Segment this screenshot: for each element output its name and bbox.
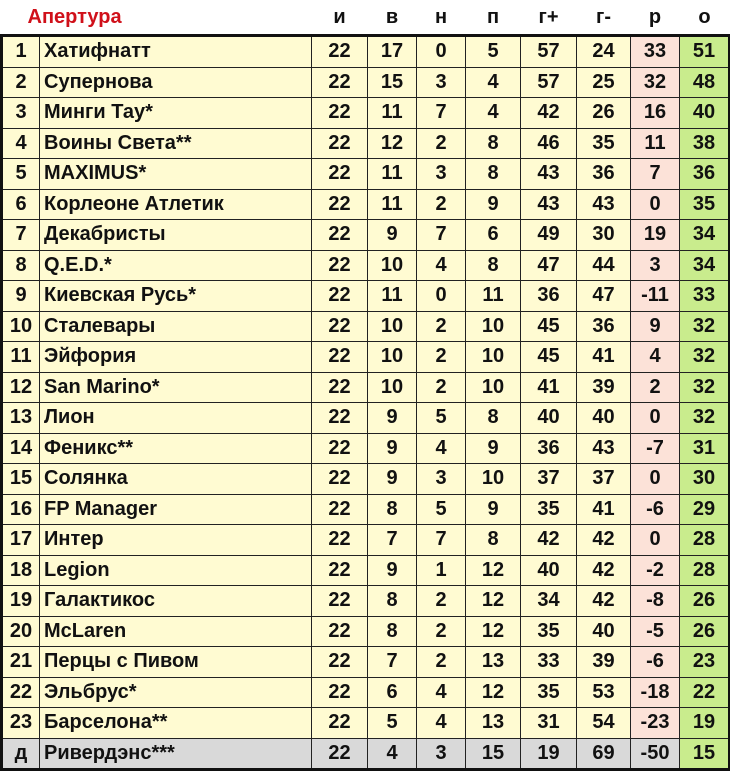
points-cell: 19 [680,708,730,739]
goals-for-cell: 43 [521,189,577,220]
goal-diff-cell: 3 [631,250,680,281]
goal-diff-cell: -6 [631,494,680,525]
lost-cell: 4 [466,67,521,98]
points-cell: 30 [680,464,730,495]
table-row [2,403,730,434]
goals-against-cell: 54 [577,708,631,739]
won-cell: 5 [368,708,417,739]
points-cell: 28 [680,525,730,556]
table-row [2,525,730,556]
lost-cell: 9 [466,189,521,220]
team-name-cell: Феникс** [40,433,312,464]
team-name-cell: Сталевары [40,311,312,342]
played-cell: 22 [312,525,368,556]
drawn-cell: 2 [417,647,466,678]
goals-for-cell: 33 [521,647,577,678]
goals-against-cell: 39 [577,647,631,678]
goals-for-cell: 34 [521,586,577,617]
lost-cell: 12 [466,586,521,617]
goal-diff-cell: -23 [631,708,680,739]
table-row [2,738,730,770]
won-cell: 9 [368,464,417,495]
goal-diff-cell: 0 [631,403,680,434]
goals-for-cell: 45 [521,311,577,342]
col-header-points: о [698,5,711,28]
goal-diff-cell: 11 [631,128,680,159]
goals-for-cell: 43 [521,159,577,190]
lost-cell: 9 [466,433,521,464]
drawn-cell: 2 [417,311,466,342]
goals-against-cell: 41 [577,494,631,525]
goals-for-cell: 36 [521,281,577,312]
drawn-cell: 7 [417,525,466,556]
team-name-cell: Барселона** [40,708,312,739]
goal-diff-cell: 19 [631,220,680,251]
won-cell: 11 [368,98,417,129]
played-cell: 22 [312,494,368,525]
drawn-cell: 2 [417,342,466,373]
won-cell: 11 [368,189,417,220]
played-cell: 22 [312,738,368,770]
drawn-cell: 2 [417,372,466,403]
table-row [2,311,730,342]
drawn-cell: 2 [417,128,466,159]
drawn-cell: 2 [417,189,466,220]
table-row [2,372,730,403]
played-cell: 22 [312,433,368,464]
position-cell: 3 [2,98,40,129]
played-cell: 22 [312,159,368,190]
drawn-cell: 4 [417,677,466,708]
table-row [2,250,730,281]
table-row [2,677,730,708]
drawn-cell: 3 [417,464,466,495]
table-row [2,647,730,678]
position-cell: 18 [2,555,40,586]
played-cell: 22 [312,647,368,678]
drawn-cell: 7 [417,98,466,129]
drawn-cell: 5 [417,494,466,525]
table-row [2,159,730,190]
team-name-cell: Солянка [40,464,312,495]
points-cell: 51 [680,36,730,68]
won-cell: 9 [368,220,417,251]
col-header-played: и [333,5,346,28]
points-cell: 26 [680,586,730,617]
played-cell: 22 [312,220,368,251]
table-row [2,128,730,159]
position-cell: 2 [2,67,40,98]
goals-for-cell: 35 [521,494,577,525]
lost-cell: 12 [466,677,521,708]
goals-against-cell: 40 [577,403,631,434]
team-name-cell: Q.E.D.* [40,250,312,281]
goals-against-cell: 30 [577,220,631,251]
won-cell: 10 [368,311,417,342]
goal-diff-cell: -2 [631,555,680,586]
won-cell: 7 [368,525,417,556]
points-cell: 32 [680,311,730,342]
col-header-goals-against: г- [596,5,611,28]
position-cell: 1 [2,36,40,68]
position-cell: 15 [2,464,40,495]
drawn-cell: 3 [417,67,466,98]
won-cell: 6 [368,677,417,708]
team-name-cell: Декабристы [40,220,312,251]
goals-for-cell: 42 [521,98,577,129]
played-cell: 22 [312,281,368,312]
goals-against-cell: 43 [577,189,631,220]
goals-against-cell: 42 [577,555,631,586]
table-row [2,342,730,373]
goal-diff-cell: -18 [631,677,680,708]
lost-cell: 4 [466,98,521,129]
team-name-cell: Перцы с Пивом [40,647,312,678]
position-cell: 10 [2,311,40,342]
lost-cell: 8 [466,403,521,434]
goal-diff-cell: 0 [631,464,680,495]
goal-diff-cell: 7 [631,159,680,190]
goals-for-cell: 36 [521,433,577,464]
played-cell: 22 [312,250,368,281]
position-cell: 7 [2,220,40,251]
goal-diff-cell: -11 [631,281,680,312]
played-cell: 22 [312,372,368,403]
goal-diff-cell: 2 [631,372,680,403]
goal-diff-cell: -8 [631,586,680,617]
lost-cell: 8 [466,159,521,190]
won-cell: 7 [368,647,417,678]
won-cell: 9 [368,555,417,586]
position-cell: 11 [2,342,40,373]
table-row [2,189,730,220]
position-cell: 5 [2,159,40,190]
points-cell: 34 [680,250,730,281]
goal-diff-cell: 0 [631,525,680,556]
points-cell: 28 [680,555,730,586]
goals-for-cell: 35 [521,677,577,708]
position-cell: 6 [2,189,40,220]
lost-cell: 12 [466,616,521,647]
goal-diff-cell: -6 [631,647,680,678]
won-cell: 9 [368,433,417,464]
col-header-drawn: н [434,5,448,28]
goals-for-cell: 57 [521,36,577,68]
drawn-cell: 3 [417,159,466,190]
drawn-cell: 5 [417,403,466,434]
goal-diff-cell: 16 [631,98,680,129]
played-cell: 22 [312,98,368,129]
goals-against-cell: 25 [577,67,631,98]
table-row [2,555,730,586]
team-name-cell: Минги Тау* [40,98,312,129]
goal-diff-cell: -5 [631,616,680,647]
table-row [2,281,730,312]
drawn-cell: 2 [417,586,466,617]
won-cell: 10 [368,250,417,281]
table-row [2,494,730,525]
drawn-cell: 0 [417,281,466,312]
goals-for-cell: 19 [521,738,577,770]
played-cell: 22 [312,67,368,98]
goals-against-cell: 26 [577,98,631,129]
goals-for-cell: 45 [521,342,577,373]
won-cell: 11 [368,159,417,190]
lost-cell: 13 [466,647,521,678]
points-cell: 34 [680,220,730,251]
points-cell: 32 [680,342,730,373]
col-header-lost: п [486,5,500,28]
goals-for-cell: 31 [521,708,577,739]
lost-cell: 13 [466,708,521,739]
goals-against-cell: 40 [577,616,631,647]
goals-against-cell: 42 [577,525,631,556]
drawn-cell: 2 [417,616,466,647]
team-name-cell: Галактикос [40,586,312,617]
points-cell: 40 [680,98,730,129]
table-row [2,464,730,495]
lost-cell: 10 [466,464,521,495]
table-title: Апертура [27,5,122,28]
table-row [2,586,730,617]
lost-cell: 12 [466,555,521,586]
goal-diff-cell: 0 [631,189,680,220]
goals-against-cell: 41 [577,342,631,373]
won-cell: 11 [368,281,417,312]
points-cell: 35 [680,189,730,220]
lost-cell: 10 [466,311,521,342]
col-header-goals-for: г+ [538,5,559,28]
lost-cell: 8 [466,250,521,281]
team-name-cell: Воины Света** [40,128,312,159]
team-name-cell: Супернова [40,67,312,98]
lost-cell: 11 [466,281,521,312]
goal-diff-cell: 9 [631,311,680,342]
points-cell: 36 [680,159,730,190]
goals-for-cell: 57 [521,67,577,98]
position-cell: 9 [2,281,40,312]
goal-diff-cell: 4 [631,342,680,373]
team-name-cell: Киевская Русь* [40,281,312,312]
goals-for-cell: 46 [521,128,577,159]
table-row [2,708,730,739]
drawn-cell: 4 [417,250,466,281]
drawn-cell: 3 [417,738,466,770]
played-cell: 22 [312,36,368,68]
table-row [2,220,730,251]
drawn-cell: 7 [417,220,466,251]
drawn-cell: 0 [417,36,466,68]
lost-cell: 9 [466,494,521,525]
position-cell: 22 [2,677,40,708]
won-cell: 12 [368,128,417,159]
lost-cell: 8 [466,128,521,159]
table-row [2,98,730,129]
drawn-cell: 4 [417,433,466,464]
won-cell: 17 [368,36,417,68]
won-cell: 15 [368,67,417,98]
played-cell: 22 [312,189,368,220]
position-cell: 16 [2,494,40,525]
played-cell: 22 [312,616,368,647]
points-cell: 48 [680,67,730,98]
goals-for-cell: 37 [521,464,577,495]
played-cell: 22 [312,586,368,617]
lost-cell: 5 [466,36,521,68]
team-name-cell: Эльбрус* [40,677,312,708]
col-header-goal-diff: р [648,5,662,28]
position-cell: 4 [2,128,40,159]
goals-against-cell: 35 [577,128,631,159]
team-name-cell: MAXIMUS* [40,159,312,190]
played-cell: 22 [312,708,368,739]
points-cell: 33 [680,281,730,312]
won-cell: 8 [368,616,417,647]
goals-for-cell: 40 [521,403,577,434]
points-cell: 15 [680,738,730,770]
points-cell: 32 [680,403,730,434]
goal-diff-cell: -50 [631,738,680,770]
goals-against-cell: 24 [577,36,631,68]
position-cell: д [2,738,40,770]
goal-diff-cell: 32 [631,67,680,98]
team-name-cell: Интер [40,525,312,556]
team-name-cell: Эйфория [40,342,312,373]
goals-against-cell: 37 [577,464,631,495]
points-cell: 22 [680,677,730,708]
position-cell: 8 [2,250,40,281]
goals-for-cell: 40 [521,555,577,586]
goal-diff-cell: -7 [631,433,680,464]
goals-against-cell: 39 [577,372,631,403]
played-cell: 22 [312,311,368,342]
table-row [2,433,730,464]
goals-for-cell: 49 [521,220,577,251]
table-row [2,616,730,647]
won-cell: 8 [368,586,417,617]
won-cell: 8 [368,494,417,525]
played-cell: 22 [312,555,368,586]
header-row [2,0,730,36]
standings-body [2,36,730,770]
points-cell: 38 [680,128,730,159]
position-cell: 20 [2,616,40,647]
won-cell: 4 [368,738,417,770]
col-header-won: в [385,5,399,28]
goals-against-cell: 69 [577,738,631,770]
team-name-cell: Корлеоне Атлетик [40,189,312,220]
goals-against-cell: 43 [577,433,631,464]
goals-for-cell: 35 [521,616,577,647]
goals-for-cell: 47 [521,250,577,281]
position-cell: 19 [2,586,40,617]
goals-against-cell: 36 [577,159,631,190]
team-name-cell: Ривердэнс*** [40,738,312,770]
drawn-cell: 4 [417,708,466,739]
points-cell: 29 [680,494,730,525]
team-name-cell: FP Manager [40,494,312,525]
goals-against-cell: 36 [577,311,631,342]
position-cell: 21 [2,647,40,678]
goals-against-cell: 53 [577,677,631,708]
played-cell: 22 [312,342,368,373]
goal-diff-cell: 33 [631,36,680,68]
won-cell: 10 [368,372,417,403]
team-name-cell: Legion [40,555,312,586]
played-cell: 22 [312,677,368,708]
goals-against-cell: 47 [577,281,631,312]
drawn-cell: 1 [417,555,466,586]
team-name-cell: McLaren [40,616,312,647]
position-cell: 12 [2,372,40,403]
lost-cell: 10 [466,372,521,403]
table-row [2,67,730,98]
points-cell: 32 [680,372,730,403]
played-cell: 22 [312,128,368,159]
points-cell: 31 [680,433,730,464]
goals-for-cell: 41 [521,372,577,403]
won-cell: 10 [368,342,417,373]
goals-against-cell: 42 [577,586,631,617]
team-name-cell: Лион [40,403,312,434]
lost-cell: 15 [466,738,521,770]
played-cell: 22 [312,403,368,434]
position-cell: 14 [2,433,40,464]
team-name-cell: San Marino* [40,372,312,403]
lost-cell: 8 [466,525,521,556]
position-cell: 23 [2,708,40,739]
won-cell: 9 [368,403,417,434]
points-cell: 26 [680,616,730,647]
team-name-cell: Хатифнатт [40,36,312,68]
played-cell: 22 [312,464,368,495]
lost-cell: 10 [466,342,521,373]
table-row [2,36,730,68]
position-cell: 13 [2,403,40,434]
goals-for-cell: 42 [521,525,577,556]
position-cell: 17 [2,525,40,556]
goals-against-cell: 44 [577,250,631,281]
points-cell: 23 [680,647,730,678]
lost-cell: 6 [466,220,521,251]
